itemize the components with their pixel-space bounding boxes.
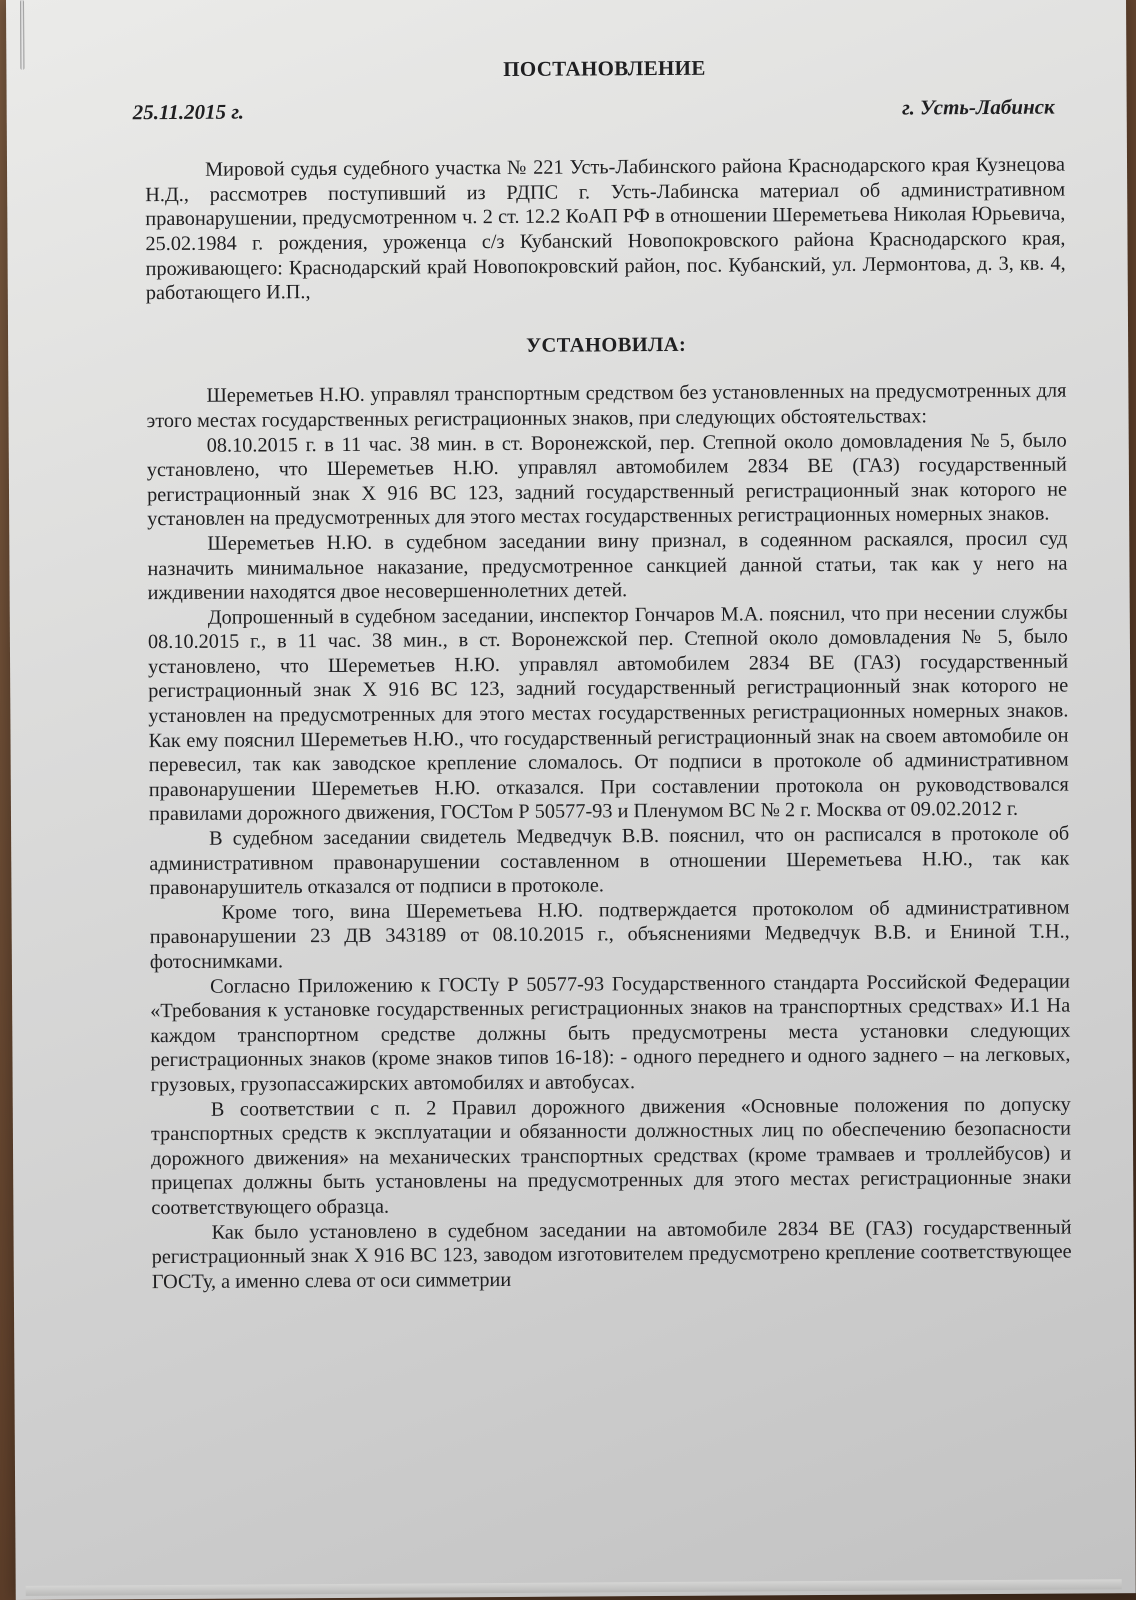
intro-paragraph: Мировой судья судебного участка № 221 Усть-Лабинского района Краснодарского края Кузнецова Н.Д., рассмотрев поступивший из РДПС г. Усть-Лабинска материал об административном правонарушении, предусмотренном ч. 2 ст. 12.2 КоАП РФ в отношении Шереметьева Николая Юрьевича, 25.02.1984 г. рождения, уроженца с/з Кубанский Новопокровского района Краснодарского края, проживающего: Краснодарский край Новопокровский район, пос. Кубанский, ул. Лермонтова, д. 3, кв. 4, работающего И.П., — [145, 153, 1066, 305]
paper-stack-edge — [26, 1579, 1122, 1596]
paragraph-8: В соответствии с п. 2 Правил дорожного движения «Основные положения по допуску транспортных средств к эксплуатации и обязанности должностных лиц по обеспечению безопасности дорожного движения» на механических транспортных средствах (кроме трамваев и троллейбусов) и прицепах должны быть установлены на предусмотренных для этого местах регистрационные знаки соответствующего образца. — [150, 1093, 1072, 1220]
paragraph-6: Кроме того, вина Шереметьева Н.Ю. подтверждается протоколом об административном правонарушении 23 ДВ 343189 от 08.10.2015 г., объяснениями Медведчук В.В. и Ениной Т.Н., фотоснимками. — [149, 896, 1070, 974]
section-heading: УСТАНОВИЛА: — [525, 333, 687, 357]
document-title: ПОСТАНОВЛЕНИЕ — [503, 55, 706, 81]
paragraph-2: 08.10.2015 г. в 11 час. 38 мин. в ст. Воронежской, пер. Степной около домовладения № 5, было установлено, что Шереметьев Н.Ю. управлял автомобилем 2834 ВЕ (ГАЗ) государственный регистрационный знак Х 916 ВС 123, задний государственный регистрационный знак которого не установлен на предусмотренных для этого местах государственных регистрационных номерных знаков. — [146, 429, 1068, 531]
document-page — [6, 0, 1136, 1600]
paragraph-4: Допрошенный в судебном заседании, инспектор Гончаров М.А. пояснил, что при несении службы 08.10.2015 г., в 11 час. 38 мин., в ст. Воронежской пер. Степной около домовладения № 5, было установлено, что Шереметьев Н.Ю. управлял автомобилем 2834 ВЕ (ГАЗ) государственный регистрационный знак Х 916 ВС 123, задний государственный регистрационный знак которого не установлен на предусмотренных для этого местах государственных регистрационных номерных знаков. Как ему пояснил Шереметьев Н.Ю., что государственный регистрационный знак на своем автомобиле он перевесил, так как заводское крепление сломалось. От подписи в протоколе об административном правонарушении Шереметьев Н.Ю. отказался. При составлении протокола он руководствовался правилами дорожного движения, ГОСТом Р 50577-93 и Пленумом ВС № 2 г. Москва от 09.02.2012 г. — [147, 601, 1069, 826]
date-location-row — [133, 94, 1065, 124]
document-city: г. Усть-Лабинск — [902, 94, 1055, 120]
staple — [20, 0, 24, 70]
paragraph-5: В судебном заседании свидетель Медведчук В.В. пояснил, что он расписался в протоколе об административном правонарушении составленном в отношении Шереметьева Н.Ю., так как правонарушитель отказался от подписи в протоколе. — [149, 822, 1070, 900]
paragraph-9: Как было установлено в судебном заседании на автомобиле 2834 ВЕ (ГАЗ) государственный регистрационный знак Х 916 ВС 123, заводом изготовителем предусмотрено крепление соответствующее ГОСТу, а именно слева от оси симметрии — [151, 1216, 1072, 1293]
document-content — [132, 46, 1072, 1295]
paragraph-3: Шереметьев Н.Ю. в судебном заседании вину признал, в содеянном раскаялся, просил суд назначить минимальное наказание, предусмотренное санкцией данной статьи, так как у него на иждивении находятся двое несовершеннолетних детей. — [147, 527, 1068, 605]
paragraph-7: Согласно Приложению к ГОСТу Р 50577-93 Государственного стандарта Российской Федерации «Требования к установке государственных регистрационных знаков на транспортных средствах» И.1 На каждом транспортном средстве должны быть предусмотрены места установки следующих регистрационных знаков (кроме знаков типов 16-18): - одного переднего и одного заднего – на легковых, грузовых, грузопассажирских автомобилях и автобусах. — [150, 970, 1071, 1097]
document-date: 25.11.2015 г. — [132, 99, 245, 124]
paragraph-1: Шереметьев Н.Ю. управлял транспортным средством без установленных на предусмотренных для этого местах государственных регистрационных знаков, при следующих обстоятельствах: — [146, 379, 1067, 433]
